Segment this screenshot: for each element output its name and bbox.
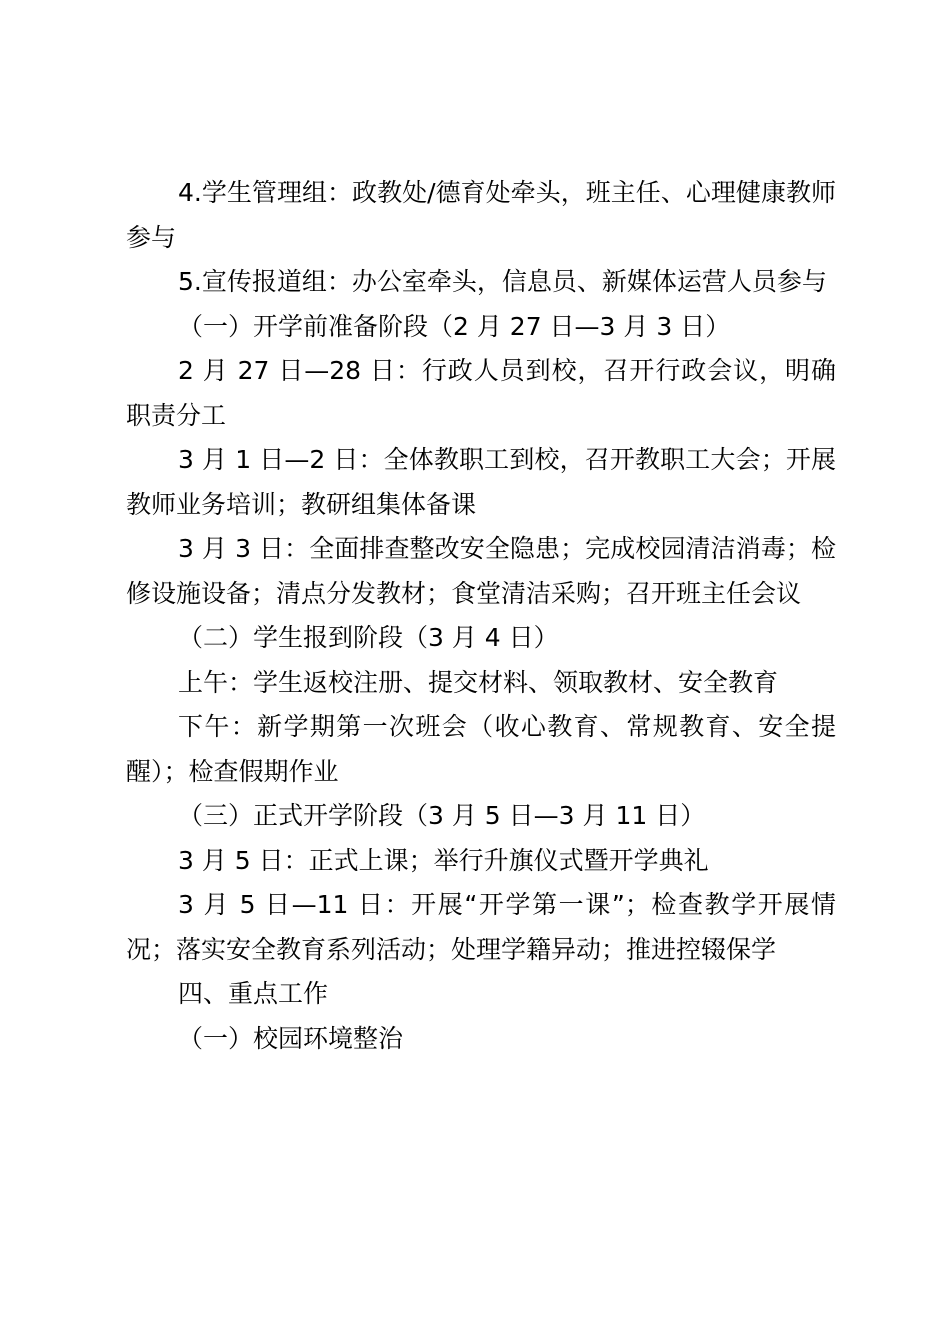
document-body [126, 171, 836, 1061]
section-heading-key-work: 四、重点工作 [178, 979, 329, 1008]
subsection-heading-campus-environment: （一）校园环境整治 [178, 1023, 404, 1053]
section-heading-registration-stage: （二）学生报到阶段（3 月 4 日） [178, 623, 559, 652]
paragraph-mar-1-2: 3 月 1 日—2 日：全体教职工到校，召开教职工大会；开展教师业务培训；教研组集体备课 [126, 445, 836, 519]
section-heading-formal-start-stage: （三）正式开学阶段（3 月 5 日—3 月 11 日） [178, 801, 706, 830]
paragraph-feb-27-28: 2 月 27 日—28 日：行政人员到校，召开行政会议，明确职责分工 [126, 356, 836, 430]
paragraph-student-management-group: 4.学生管理组：政教处/德育处牵头，班主任、心理健康教师参与 [126, 178, 836, 252]
paragraph-morning: 上午：学生返校注册、提交材料、领取教材、安全教育 [178, 667, 779, 697]
section-heading-preparation-stage: （一）开学前准备阶段（2 月 27 日—3 月 3 日） [178, 311, 731, 341]
paragraph-publicity-group: 5.宣传报道组：办公室牵头，信息员、新媒体运营人员参与 [178, 267, 827, 296]
paragraph-mar-5-11: 3 月 5 日—11 日：开展“开学第一课”；检查教学开展情况；落实安全教育系列活动；处理学籍异动；推进控辍保学 [126, 890, 836, 964]
paragraph-afternoon: 下午：新学期第一次班会（收心教育、常规教育、安全提醒）；检查假期作业 [126, 712, 836, 786]
paragraph-mar-3: 3 月 3 日：全面排查整改安全隐患；完成校园清洁消毒；检修设施设备；清点分发教材；食堂清洁采购；召开班主任会议 [126, 534, 836, 608]
paragraph-mar-5: 3 月 5 日：正式上课；举行升旗仪式暨开学典礼 [178, 845, 709, 875]
